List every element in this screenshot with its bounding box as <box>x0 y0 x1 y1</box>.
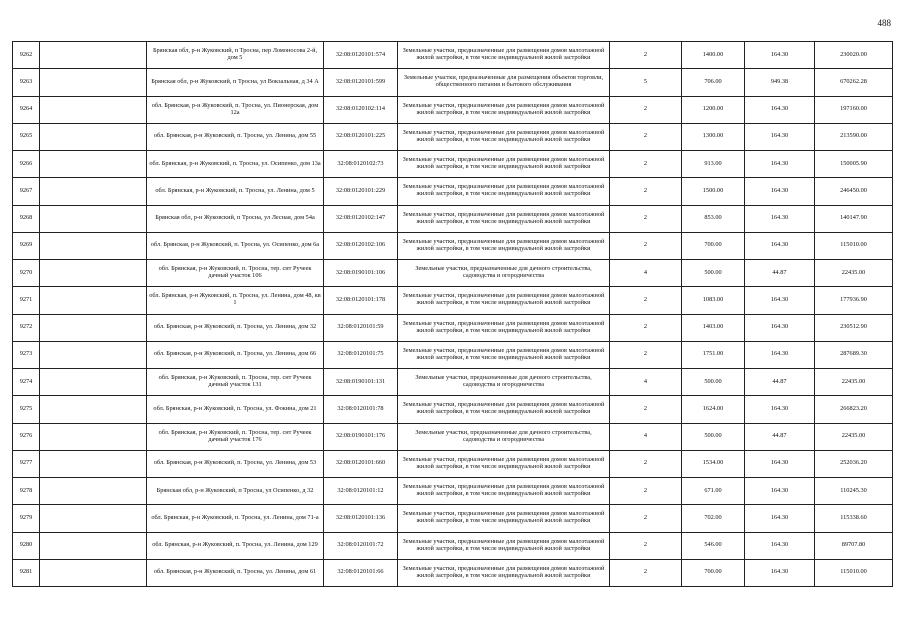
row-number-cell: 9280 <box>13 532 40 559</box>
row-number-cell: 9270 <box>13 260 40 287</box>
cadastral-rate-cell: 164.30 <box>745 232 815 259</box>
cadastral-rate-cell: 164.30 <box>745 287 815 314</box>
address-cell: обл. Брянская, р-н Жуковский, п. Тросна, ул. Ленина, дом 55 <box>147 123 324 150</box>
row-number-cell: 9279 <box>13 505 40 532</box>
cadastral-value-cell: 213590.00 <box>815 123 893 150</box>
land-use-purpose-cell: Земельные участки, предназначенные для дачного строительства, садоводства и огородничества <box>398 369 610 396</box>
address-cell: обл. Брянская, р-н Жуковский, п. Тросна, ул. Осипенко, дом 13а <box>147 151 324 178</box>
cadastral-value-cell: 150005.90 <box>815 151 893 178</box>
table-row <box>13 205 893 232</box>
cadastral-number-cell: 32:08:0120101:178 <box>324 287 398 314</box>
area-cell: 702.00 <box>682 505 745 532</box>
area-cell: 700.00 <box>682 559 745 586</box>
cadastral-rate-cell: 164.30 <box>745 42 815 69</box>
category-group-cell: 2 <box>610 287 682 314</box>
spacer-cell <box>40 178 147 205</box>
spacer-cell <box>40 532 147 559</box>
cadastral-number-cell: 32:08:0120101:12 <box>324 478 398 505</box>
cadastral-value-cell: 230512.90 <box>815 314 893 341</box>
cadastral-value-cell: 115338.60 <box>815 505 893 532</box>
address-cell: Брянская обл, р-н Жуковский, п Тросна, ул Осипенко, д 32 <box>147 478 324 505</box>
table-row <box>13 341 893 368</box>
table-row <box>13 287 893 314</box>
area-cell: 1300.00 <box>682 123 745 150</box>
land-use-purpose-cell: Земельные участки, предназначенные для размещения домов малоэтажной жилой застройки, в том числе индивидуальной жилой застройки <box>398 532 610 559</box>
category-group-cell: 2 <box>610 532 682 559</box>
category-group-cell: 2 <box>610 450 682 477</box>
cadastral-rate-cell: 164.30 <box>745 178 815 205</box>
row-number-cell: 9277 <box>13 450 40 477</box>
table-row <box>13 450 893 477</box>
category-group-cell: 2 <box>610 42 682 69</box>
cadastral-rate-cell: 164.30 <box>745 450 815 477</box>
land-use-purpose-cell: Земельные участки, предназначенные для размещения домов малоэтажной жилой застройки, в том числе индивидуальной жилой застройки <box>398 314 610 341</box>
address-cell: обл. Брянская, р-н Жуковский, п. Тросна, ул. Ленина, дом 53 <box>147 450 324 477</box>
land-use-purpose-cell: Земельные участки, предназначенные для дачного строительства, садоводства и огородничества <box>398 423 610 450</box>
address-cell: Брянская обл, р-н Жуковский, п Тросна, ул Вокзальная, д 34 А <box>147 69 324 96</box>
cadastral-value-cell: 246450.00 <box>815 178 893 205</box>
spacer-cell <box>40 559 147 586</box>
cadastral-rate-cell: 164.30 <box>745 314 815 341</box>
land-use-purpose-cell: Земельные участки, предназначенные для размещения домов малоэтажной жилой застройки, в том числе индивидуальной жилой застройки <box>398 178 610 205</box>
category-group-cell: 2 <box>610 205 682 232</box>
cadastral-rate-cell: 164.30 <box>745 123 815 150</box>
address-cell: Брянская обл, р-н Жуковский, п Тросна, пер Ломоносова 2-й, дом 5 <box>147 42 324 69</box>
land-use-purpose-cell: Земельные участки, предназначенные для размещения домов малоэтажной жилой застройки, в том числе индивидуальной жилой застройки <box>398 287 610 314</box>
cadastral-number-cell: 32:08:0190101:131 <box>324 369 398 396</box>
area-cell: 500.00 <box>682 260 745 287</box>
row-number-cell: 9269 <box>13 232 40 259</box>
cadastral-value-cell: 115010.00 <box>815 559 893 586</box>
address-cell: обл. Брянская, р-н Жуковский, п. Тросна, ул. Ленина, дом 71-а <box>147 505 324 532</box>
cadastral-rate-cell: 164.30 <box>745 532 815 559</box>
land-use-purpose-cell: Земельные участки, предназначенные для размещения домов малоэтажной жилой застройки, в том числе индивидуальной жилой застройки <box>398 205 610 232</box>
row-number-cell: 9276 <box>13 423 40 450</box>
cadastral-value-cell: 110245.30 <box>815 478 893 505</box>
land-use-purpose-cell: Земельные участки, предназначенные для размещения домов малоэтажной жилой застройки, в том числе индивидуальной жилой застройки <box>398 559 610 586</box>
land-use-purpose-cell: Земельные участки, предназначенные для размещения домов малоэтажной жилой застройки, в том числе индивидуальной жилой застройки <box>398 232 610 259</box>
land-use-purpose-cell: Земельные участки, предназначенные для размещения домов малоэтажной жилой застройки, в том числе индивидуальной жилой застройки <box>398 341 610 368</box>
table-row <box>13 123 893 150</box>
cadastral-rate-cell: 164.30 <box>745 559 815 586</box>
category-group-cell: 2 <box>610 505 682 532</box>
row-number-cell: 9278 <box>13 478 40 505</box>
land-register-table <box>12 41 893 587</box>
cadastral-number-cell: 32:08:0120101:599 <box>324 69 398 96</box>
table-row <box>13 505 893 532</box>
cadastral-rate-cell: 164.30 <box>745 505 815 532</box>
table-row <box>13 478 893 505</box>
land-use-purpose-cell: Земельные участки, предназначенные для размещения домов малоэтажной жилой застройки, в том числе индивидуальной жилой застройки <box>398 123 610 150</box>
cadastral-value-cell: 670262.28 <box>815 69 893 96</box>
table-row <box>13 178 893 205</box>
table-row <box>13 396 893 423</box>
area-cell: 913.00 <box>682 151 745 178</box>
table-row <box>13 559 893 586</box>
spacer-cell <box>40 478 147 505</box>
cadastral-number-cell: 32:08:0120101:660 <box>324 450 398 477</box>
table-row <box>13 369 893 396</box>
cadastral-number-cell: 32:08:0190101:106 <box>324 260 398 287</box>
address-cell: обл. Брянская, р-н Жуковский, п. Тросна, ул. Фокина, дом 21 <box>147 396 324 423</box>
cadastral-rate-cell: 949.38 <box>745 69 815 96</box>
cadastral-number-cell: 32:08:0120101:229 <box>324 178 398 205</box>
spacer-cell <box>40 396 147 423</box>
land-use-purpose-cell: Земельные участки, предназначенные для размещения домов малоэтажной жилой застройки, в том числе индивидуальной жилой застройки <box>398 505 610 532</box>
area-cell: 1400.00 <box>682 42 745 69</box>
cadastral-value-cell: 22435.00 <box>815 423 893 450</box>
land-use-purpose-cell: Земельные участки, предназначенные для размещения объектов торговли, общественного питания и бытового обслуживания <box>398 69 610 96</box>
cadastral-number-cell: 32:08:0120102:147 <box>324 205 398 232</box>
table-row <box>13 96 893 123</box>
address-cell: обл. Брянская, р-н Жуковский, п. Тросна, ул. Ленина, дом 61 <box>147 559 324 586</box>
spacer-cell <box>40 42 147 69</box>
cadastral-value-cell: 287689.30 <box>815 341 893 368</box>
spacer-cell <box>40 205 147 232</box>
cadastral-number-cell: 32:08:0120101:75 <box>324 341 398 368</box>
area-cell: 1083.00 <box>682 287 745 314</box>
row-number-cell: 9274 <box>13 369 40 396</box>
area-cell: 546.00 <box>682 532 745 559</box>
cadastral-number-cell: 32:08:0120101:59 <box>324 314 398 341</box>
page-number: 488 <box>877 18 891 28</box>
cadastral-value-cell: 252036.20 <box>815 450 893 477</box>
area-cell: 1751.00 <box>682 341 745 368</box>
address-cell: обл. Брянская, р-н Жуковский, п. Тросна, ул. Ленина, дом 129 <box>147 532 324 559</box>
cadastral-rate-cell: 164.30 <box>745 396 815 423</box>
address-cell: обл. Брянская, р-н Жуковский, п. Тросна, тер. снт Ручеек дачный участок 106 <box>147 260 324 287</box>
table-row <box>13 314 893 341</box>
cadastral-number-cell: 32:08:0120101:225 <box>324 123 398 150</box>
area-cell: 706.00 <box>682 69 745 96</box>
category-group-cell: 2 <box>610 178 682 205</box>
cadastral-value-cell: 197160.00 <box>815 96 893 123</box>
cadastral-value-cell: 22435.00 <box>815 369 893 396</box>
address-cell: обл. Брянская, р-н Жуковский, п. Тросна, ул. Ленина, дом 66 <box>147 341 324 368</box>
land-use-purpose-cell: Земельные участки, предназначенные для размещения домов малоэтажной жилой застройки, в том числе индивидуальной жилой застройки <box>398 450 610 477</box>
address-cell: обл. Брянская, р-н Жуковский, п. Тросна, ул. Ленина, дом 32 <box>147 314 324 341</box>
spacer-cell <box>40 287 147 314</box>
spacer-cell <box>40 450 147 477</box>
cadastral-number-cell: 32:08:0120101:66 <box>324 559 398 586</box>
category-group-cell: 2 <box>610 396 682 423</box>
table-row <box>13 532 893 559</box>
spacer-cell <box>40 151 147 178</box>
spacer-cell <box>40 96 147 123</box>
land-use-purpose-cell: Земельные участки, предназначенные для размещения домов малоэтажной жилой застройки, в том числе индивидуальной жилой застройки <box>398 396 610 423</box>
address-cell: обл. Брянская, р-н Жуковский, п. Тросна, ул. Ленина, дом 5 <box>147 178 324 205</box>
category-group-cell: 2 <box>610 314 682 341</box>
cadastral-rate-cell: 164.30 <box>745 151 815 178</box>
area-cell: 1500.00 <box>682 178 745 205</box>
spacer-cell <box>40 423 147 450</box>
area-cell: 1624.00 <box>682 396 745 423</box>
row-number-cell: 9264 <box>13 96 40 123</box>
cadastral-number-cell: 32:08:0120102:106 <box>324 232 398 259</box>
cadastral-rate-cell: 44.87 <box>745 369 815 396</box>
cadastral-number-cell: 32:08:0120101:72 <box>324 532 398 559</box>
category-group-cell: 2 <box>610 559 682 586</box>
cadastral-value-cell: 177936.90 <box>815 287 893 314</box>
spacer-cell <box>40 69 147 96</box>
cadastral-rate-cell: 164.30 <box>745 478 815 505</box>
land-use-purpose-cell: Земельные участки, предназначенные для размещения домов малоэтажной жилой застройки, в том числе индивидуальной жилой застройки <box>398 151 610 178</box>
cadastral-value-cell: 266823.20 <box>815 396 893 423</box>
land-use-purpose-cell: Земельные участки, предназначенные для размещения домов малоэтажной жилой застройки, в том числе индивидуальной жилой застройки <box>398 42 610 69</box>
category-group-cell: 2 <box>610 151 682 178</box>
row-number-cell: 9262 <box>13 42 40 69</box>
area-cell: 700.00 <box>682 232 745 259</box>
spacer-cell <box>40 260 147 287</box>
table-body <box>13 42 893 587</box>
table-row <box>13 151 893 178</box>
row-number-cell: 9272 <box>13 314 40 341</box>
area-cell: 500.00 <box>682 423 745 450</box>
spacer-cell <box>40 341 147 368</box>
category-group-cell: 2 <box>610 96 682 123</box>
cadastral-number-cell: 32:08:0120102:114 <box>324 96 398 123</box>
category-group-cell: 4 <box>610 260 682 287</box>
cadastral-value-cell: 140147.90 <box>815 205 893 232</box>
row-number-cell: 9263 <box>13 69 40 96</box>
category-group-cell: 2 <box>610 232 682 259</box>
cadastral-number-cell: 32:08:0190101:176 <box>324 423 398 450</box>
row-number-cell: 9275 <box>13 396 40 423</box>
cadastral-value-cell: 89707.80 <box>815 532 893 559</box>
address-cell: обл. Брянская, р-н Жуковский, п. Тросна, тер. снт Ручеек дачный участок 131 <box>147 369 324 396</box>
table-row <box>13 260 893 287</box>
cadastral-rate-cell: 44.87 <box>745 260 815 287</box>
category-group-cell: 5 <box>610 69 682 96</box>
area-cell: 853.00 <box>682 205 745 232</box>
address-cell: Брянская обл, р-н Жуковский, п Тросна, ул Лесная, дом 54а <box>147 205 324 232</box>
cadastral-value-cell: 230020.00 <box>815 42 893 69</box>
table-row <box>13 423 893 450</box>
spacer-cell <box>40 232 147 259</box>
address-cell: обл. Брянская, р-н Жуковский, п. Тросна, ул. Пионерская, дом 12а <box>147 96 324 123</box>
row-number-cell: 9281 <box>13 559 40 586</box>
table-row <box>13 69 893 96</box>
spacer-cell <box>40 505 147 532</box>
area-cell: 500.00 <box>682 369 745 396</box>
cadastral-value-cell: 115010.00 <box>815 232 893 259</box>
address-cell: обл. Брянская, р-н Жуковский, п. Тросна, ул. Осипенко, дом 6а <box>147 232 324 259</box>
spacer-cell <box>40 369 147 396</box>
land-use-purpose-cell: Земельные участки, предназначенные для дачного строительства, садоводства и огородничества <box>398 260 610 287</box>
cadastral-rate-cell: 44.87 <box>745 423 815 450</box>
area-cell: 1200.00 <box>682 96 745 123</box>
cadastral-number-cell: 32:08:0120101:574 <box>324 42 398 69</box>
spacer-cell <box>40 123 147 150</box>
cadastral-rate-cell: 164.30 <box>745 341 815 368</box>
spacer-cell <box>40 314 147 341</box>
category-group-cell: 2 <box>610 123 682 150</box>
row-number-cell: 9273 <box>13 341 40 368</box>
table-row <box>13 42 893 69</box>
land-use-purpose-cell: Земельные участки, предназначенные для размещения домов малоэтажной жилой застройки, в том числе индивидуальной жилой застройки <box>398 478 610 505</box>
cadastral-rate-cell: 164.30 <box>745 96 815 123</box>
area-cell: 1403.00 <box>682 314 745 341</box>
row-number-cell: 9265 <box>13 123 40 150</box>
table-row <box>13 232 893 259</box>
address-cell: обл. Брянская, р-н Жуковский, п. Тросна, тер. снт Ручеек дачный участок 176 <box>147 423 324 450</box>
cadastral-rate-cell: 164.30 <box>745 205 815 232</box>
cadastral-number-cell: 32:08:0120102:73 <box>324 151 398 178</box>
cadastral-number-cell: 32:08:0120101:78 <box>324 396 398 423</box>
row-number-cell: 9266 <box>13 151 40 178</box>
row-number-cell: 9268 <box>13 205 40 232</box>
category-group-cell: 2 <box>610 478 682 505</box>
cadastral-value-cell: 22435.00 <box>815 260 893 287</box>
category-group-cell: 2 <box>610 341 682 368</box>
area-cell: 1534.00 <box>682 450 745 477</box>
area-cell: 671.00 <box>682 478 745 505</box>
cadastral-number-cell: 32:08:0120101:136 <box>324 505 398 532</box>
row-number-cell: 9271 <box>13 287 40 314</box>
category-group-cell: 4 <box>610 369 682 396</box>
row-number-cell: 9267 <box>13 178 40 205</box>
address-cell: обл. Брянская, р-н Жуковский, п. Тросна, ул. Ленина, дом 48, кв 1 <box>147 287 324 314</box>
land-use-purpose-cell: Земельные участки, предназначенные для размещения домов малоэтажной жилой застройки, в том числе индивидуальной жилой застройки <box>398 96 610 123</box>
category-group-cell: 4 <box>610 423 682 450</box>
